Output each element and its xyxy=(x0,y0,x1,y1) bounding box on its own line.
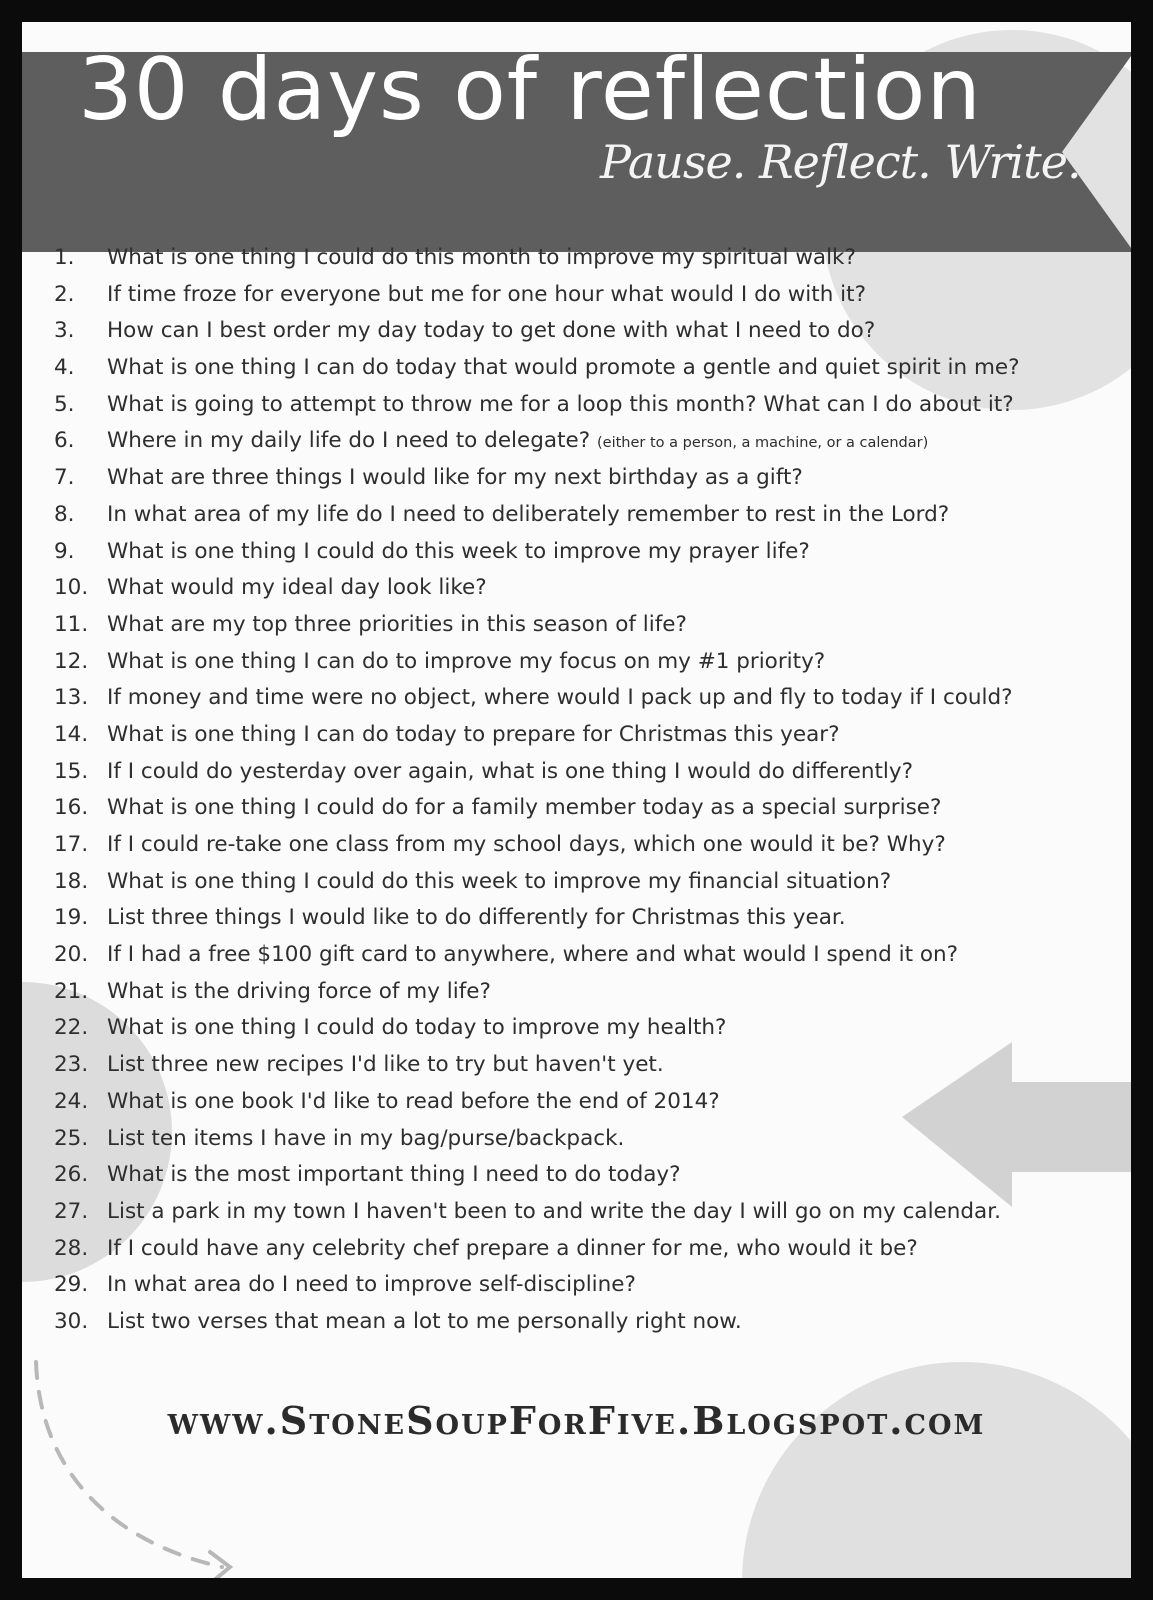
prompt-number: 26. xyxy=(54,1162,89,1188)
prompt-text xyxy=(107,680,1013,717)
prompt-item xyxy=(30,607,1120,644)
prompt-text xyxy=(107,1121,624,1158)
prompt-text xyxy=(107,1084,720,1121)
prompt-number: 30. xyxy=(54,1308,89,1334)
prompt-text xyxy=(107,423,928,462)
prompt-question: List three things I would like to do differently for Christmas this year. xyxy=(107,905,846,931)
prompt-item xyxy=(30,313,1120,350)
prompt-question: In what area of my life do I need to deliberately remember to rest in the Lord? xyxy=(107,501,950,527)
prompt-text xyxy=(107,1194,1001,1231)
prompt-text xyxy=(107,937,958,974)
prompt-question: If I could do yesterday over again, what is one thing I would do differently? xyxy=(107,758,913,784)
prompt-item xyxy=(30,534,1120,571)
prompt-question: What are my top three priorities in this season of life? xyxy=(107,611,687,637)
prompt-item xyxy=(30,1084,1120,1121)
prompt-item xyxy=(30,717,1120,754)
prompt-question: What is one thing I could do for a family member today as a special surprise? xyxy=(107,795,942,821)
prompt-item xyxy=(30,1010,1120,1047)
prompt-text xyxy=(107,277,866,314)
prompt-number: 6. xyxy=(54,428,75,454)
prompt-item xyxy=(30,1231,1120,1268)
prompt-text xyxy=(107,240,856,277)
prompt-item xyxy=(30,864,1120,901)
prompt-question: What is one thing I could do this week to improve my prayer life? xyxy=(107,538,810,564)
prompt-question: What would my ideal day look like? xyxy=(107,575,487,601)
prompt-number: 25. xyxy=(54,1125,89,1151)
prompt-item xyxy=(30,1047,1120,1084)
prompt-question: In what area do I need to improve self-discipline? xyxy=(107,1272,636,1298)
prompt-question: What is one thing I could do this week to improve my financial situation? xyxy=(107,868,892,894)
prompt-item xyxy=(30,570,1120,607)
prompt-question: What is one thing I can do today to prepare for Christmas this year? xyxy=(107,721,840,747)
prompt-text xyxy=(107,644,825,681)
prompt-number: 12. xyxy=(54,648,89,674)
prompt-text xyxy=(107,1157,681,1194)
prompt-number: 4. xyxy=(54,355,75,381)
prompt-number: 15. xyxy=(54,758,89,784)
prompt-number: 13. xyxy=(54,685,89,711)
prompt-note: (either to a person, a machine, or a calendar) xyxy=(597,435,929,452)
prompt-text xyxy=(107,387,1014,424)
prompt-item xyxy=(30,1194,1120,1231)
footer-url: www.StoneSoupForFive.Blogspot.com xyxy=(167,1398,986,1443)
prompt-text xyxy=(107,607,687,644)
prompt-item xyxy=(30,937,1120,974)
prompt-text xyxy=(107,864,891,901)
prompt-question: What is one thing I could do today to improve my health? xyxy=(107,1015,727,1041)
prompt-question: What is one thing I could do this month to improve my spiritual walk? xyxy=(107,245,856,270)
prompt-text xyxy=(107,1304,742,1341)
prompt-item xyxy=(30,350,1120,387)
prompt-question: How can I best order my day today to get done with what I need to do? xyxy=(107,318,876,344)
prompt-item xyxy=(30,240,1120,277)
prompt-number: 20. xyxy=(54,942,89,968)
prompt-question: If I could re-take one class from my school days, which one would it be? Why? xyxy=(107,832,946,857)
prompt-text xyxy=(107,754,913,791)
prompt-item xyxy=(30,900,1120,937)
prompt-item xyxy=(30,827,1120,864)
prompt-text xyxy=(107,1267,636,1304)
prompt-question: If money and time were no object, where would I pack up and fly to today if I could? xyxy=(107,685,1013,711)
prompt-text xyxy=(107,974,491,1011)
prompt-text xyxy=(107,1231,918,1268)
prompt-list xyxy=(30,240,1120,1341)
prompt-question: List ten items I have in my bag/purse/backpack. xyxy=(107,1125,625,1151)
prompt-item xyxy=(30,277,1120,314)
prompt-question: If I had a free $100 gift card to anywhere, where and what would I spend it on? xyxy=(107,942,959,968)
prompt-item xyxy=(30,644,1120,681)
prompt-item xyxy=(30,423,1120,460)
prompt-text xyxy=(107,717,840,754)
prompt-question: What are three things I would like for my next birthday as a gift? xyxy=(107,465,803,491)
prompt-item xyxy=(30,387,1120,424)
prompt-question: List a park in my town I haven't been to and write the day I will go on my calendar. xyxy=(107,1198,1001,1224)
prompt-question: What is one book I'd like to read before the end of 2014? xyxy=(107,1088,720,1114)
prompt-question: If time froze for everyone but me for one hour what would I do with it? xyxy=(107,281,866,307)
prompt-number: 14. xyxy=(54,721,89,747)
prompt-text xyxy=(107,534,810,571)
prompt-text xyxy=(107,1010,726,1047)
prompt-item xyxy=(30,1267,1120,1304)
prompt-question: List three new recipes I'd like to try but haven't yet. xyxy=(107,1052,664,1078)
prompt-number: 2. xyxy=(54,281,75,307)
prompt-number: 16. xyxy=(54,795,89,821)
prompt-number: 7. xyxy=(54,465,75,491)
page-title: 30 days of reflection xyxy=(78,40,982,140)
prompt-text xyxy=(107,570,487,607)
prompt-number: 1. xyxy=(54,245,75,270)
prompt-number: 24. xyxy=(54,1088,89,1114)
prompt-item xyxy=(30,1304,1120,1341)
prompt-text xyxy=(107,900,846,937)
prompt-question: If I could have any celebrity chef prepare a dinner for me, who would it be? xyxy=(107,1235,918,1261)
prompt-question: Where in my daily life do I need to delegate? xyxy=(107,428,591,454)
prompt-number: 11. xyxy=(54,611,89,637)
prompt-number: 17. xyxy=(54,832,89,857)
prompt-item xyxy=(30,790,1120,827)
prompt-number: 3. xyxy=(54,318,75,344)
prompt-item xyxy=(30,1157,1120,1194)
prompt-number: 22. xyxy=(54,1015,89,1041)
prompt-item xyxy=(30,1121,1120,1158)
prompt-number: 23. xyxy=(54,1052,89,1078)
prompt-number: 8. xyxy=(54,501,75,527)
prompt-number: 29. xyxy=(54,1272,89,1298)
prompt-question: What is the most important thing I need to do today? xyxy=(107,1162,681,1188)
prompt-number: 19. xyxy=(54,905,89,931)
prompt-text xyxy=(107,313,875,350)
prompt-number: 18. xyxy=(54,868,89,894)
prompt-number: 9. xyxy=(54,538,75,564)
prompt-text xyxy=(107,460,803,497)
prompt-number: 5. xyxy=(54,391,75,417)
prompt-item xyxy=(30,974,1120,1011)
prompt-question: What is going to attempt to throw me for a loop this month? What can I do about it? xyxy=(107,391,1014,417)
prompt-question: What is the driving force of my life? xyxy=(107,978,491,1004)
prompt-item xyxy=(30,680,1120,717)
prompt-question: List two verses that mean a lot to me personally right now. xyxy=(107,1308,742,1334)
prompt-text xyxy=(107,497,949,534)
prompt-question: What is one thing I can do today that would promote a gentle and quiet spirit in me? xyxy=(107,355,1020,381)
prompt-number: 27. xyxy=(54,1198,89,1224)
prompt-text xyxy=(107,350,1020,387)
prompt-number: 21. xyxy=(54,978,89,1004)
prompt-item xyxy=(30,754,1120,791)
dashed-arrow-icon xyxy=(22,1352,282,1592)
prompt-item xyxy=(30,497,1120,534)
prompt-number: 10. xyxy=(54,575,89,601)
prompt-number: 28. xyxy=(54,1235,89,1261)
prompt-text xyxy=(107,790,941,827)
prompt-item xyxy=(30,460,1120,497)
prompt-text xyxy=(107,1047,664,1084)
prompt-text xyxy=(107,827,946,864)
prompt-question: What is one thing I can do to improve my focus on my #1 priority? xyxy=(107,648,826,674)
page-subtitle: Pause. Reflect. Write. xyxy=(600,135,1081,189)
